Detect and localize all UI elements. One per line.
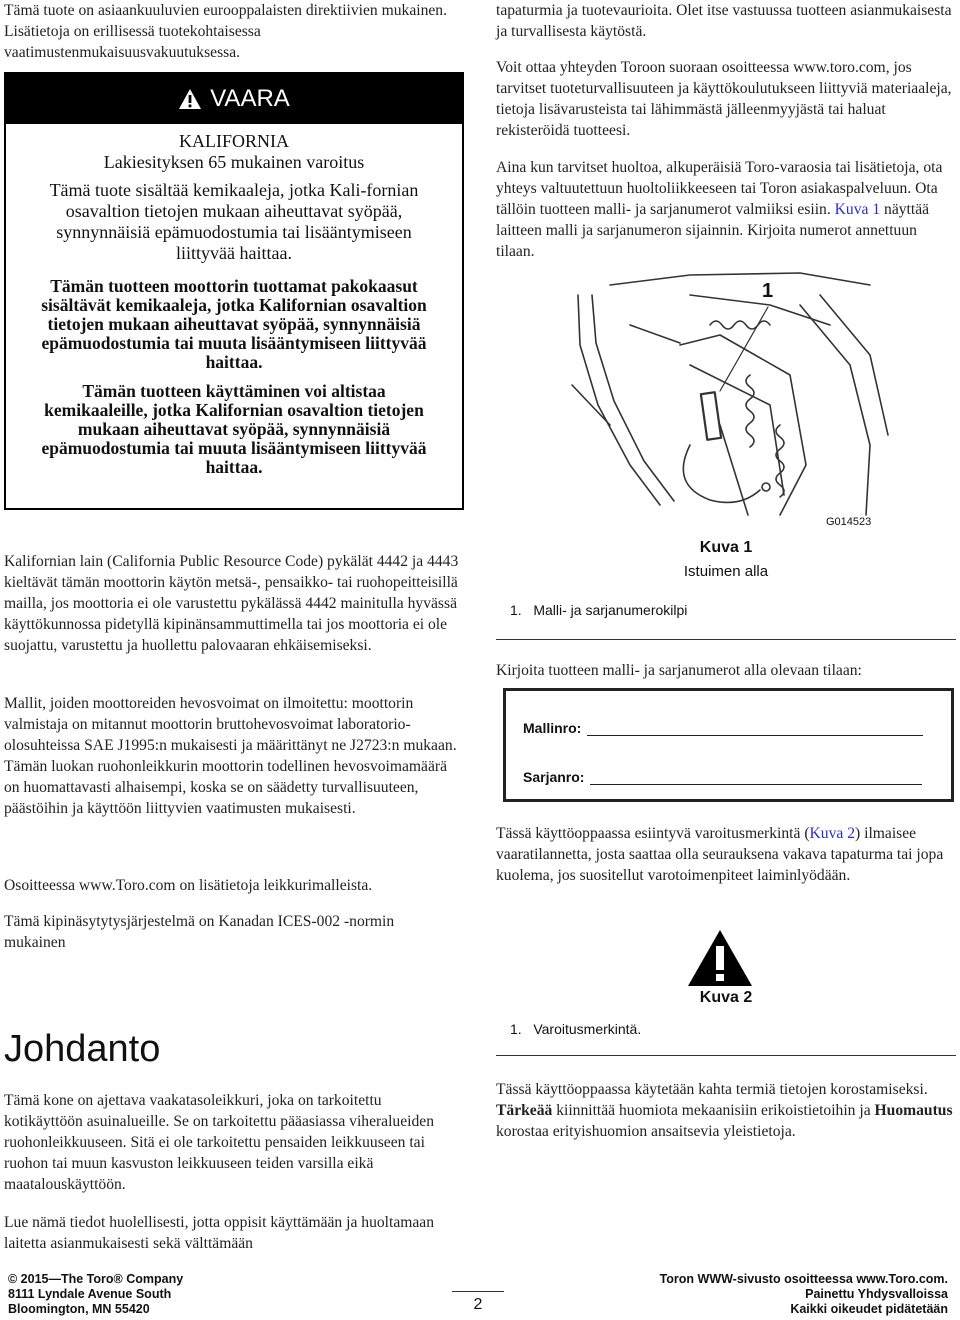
service-text-a: Aina kun tarvitset huoltoa, alkuperäisiä Toro-varaosia tai lisätietoja, ota yhteys valtuutettuun huoltoliikkeeseen tai Toron asiakaspalveluun. Ota tällöin tuotteen malli- ja sarjanumerot valmiiksi esiin. xyxy=(496,159,943,218)
footer-left xyxy=(8,1272,183,1317)
figure-1-title: Kuva 1 xyxy=(699,539,753,556)
term-important: Tärkeää xyxy=(496,1102,553,1119)
page-number: 2 xyxy=(473,1296,483,1313)
service-paragraph xyxy=(496,157,956,262)
figure-1-link[interactable]: Kuva 1 xyxy=(834,201,881,218)
serial-number-label: Sarjanro: xyxy=(523,769,585,785)
warning-para-1: Tämä tuote sisältää kemikaaleja, jotka Kali-fornian osavaltion tietojen mukaan aiheuttavat syöpää, synnynnäisiä epämuodostumia tai lisääntymiseen liittyvää haittaa. xyxy=(49,180,419,263)
figure-1-code: G014523 xyxy=(826,516,872,528)
seat-underside-illustration xyxy=(570,265,890,530)
warning-region: KALIFORNIA xyxy=(179,131,289,151)
serial-number-field[interactable] xyxy=(523,769,922,785)
warning-symbol-icon xyxy=(686,928,754,988)
responsibility-paragraph: tapaturmia ja tuotevaurioita. Olet itse vastuussa tuotteen asianmukaisesta ja turvallisesta käytöstä. xyxy=(496,2,952,40)
footer-right xyxy=(560,1272,948,1317)
page-number-rule xyxy=(452,1291,504,1292)
serial-number-box xyxy=(503,688,954,802)
intro-paragraph: Tämä kone on ajettava vaakatasoleikkuri, joka on tarkoitettu kotikäyttöön asuinalueille. Se on tarkoitettu pääasiassa viheralueiden ruohonleikkuuseen. Sitä ei ole tarkoitettu pensaiden leikkuuseen tai ruohon tai muun kasvuston leikkuuseen teiden varsilla eikä maatalouskäyttöön. xyxy=(4,1092,435,1193)
service-text-b: näyttää laitteen malli ja sarjanumeron sijainnin. Kirjoita numerot annettuun tilaan. xyxy=(496,201,930,260)
footer-copyright: © 2015—The Toro® Company xyxy=(8,1272,184,1286)
terms-paragraph xyxy=(496,1079,956,1142)
model-number-field[interactable] xyxy=(523,720,923,736)
terms-text-c: kiinnittää huomiota mekaanisiin erikoistietoihin ja xyxy=(552,1102,875,1119)
figure-2-link[interactable]: Kuva 2 xyxy=(809,825,856,842)
terms-text-d: korostaa erityishuomion ansaitsevia yleistietoja. xyxy=(496,1123,796,1140)
warning-title: VAARA xyxy=(210,85,290,112)
warning-symbol-text-b: ) ilmaisee vaaratilannetta, josta saattaa olla seurauksena vakava tapaturma tai jopa kuolema, jos suositellut varotoimenpiteet laiminlyödään. xyxy=(496,825,944,884)
models-info-paragraph: Osoitteessa www.Toro.com on lisätietoja leikkurimalleista. xyxy=(4,877,373,894)
footer-address-2: Bloomington, MN 55420 xyxy=(8,1302,150,1316)
read-carefully-paragraph: Lue nämä tiedot huolellisesti, jotta oppisit käyttämään ja huoltamaan laitetta asianmukaisesti sekä välttämään xyxy=(4,1214,435,1252)
terms-text-a: Tässä käyttöoppaassa käytetään kahta termiä tietojen korostamiseksi. xyxy=(496,1081,928,1098)
section-heading: Johdanto xyxy=(4,1028,161,1070)
term-note: Huomautus xyxy=(874,1102,953,1119)
divider-line xyxy=(496,639,956,640)
figure-2-legend: 1. Varoitusmerkintä. xyxy=(510,1021,642,1037)
write-numbers-prompt: Kirjoita tuotteen malli- ja sarjanumerot alla olevaan tilaan: xyxy=(496,662,862,679)
footer-address-1: 8111 Lyndale Avenue South xyxy=(8,1287,172,1301)
divider-line-2 xyxy=(496,1055,956,1056)
fire-law-paragraph: Kalifornian lain (California Public Resource Code) pykälät 4442 ja 4443 kieltävät tämän moottorin käytön metsä-, pensaikko- tai ruohopeitteisillä mailla, jos moottoria ei ole varustettu pykälässä 4442 mainitulla hyvässä käyttökunnossa pidetyllä kipinänsammuttimella tai jos moottoria ei ole suojattu, varustettu ja huollettu palovaaran ehkäisemiseksi. xyxy=(4,553,459,654)
model-number-label: Mallinro: xyxy=(523,720,582,736)
contact-paragraph xyxy=(496,57,956,141)
warning-triangle-icon xyxy=(178,88,202,110)
ices-paragraph: Tämä kipinäsytytysjärjestelmä on Kanadan ICES-002 -normin mukainen xyxy=(4,913,395,951)
warning-para-2: Tämän tuotteen moottorin tuottamat pakokaasut sisältävät kemikaaleja, jotka Kalifornian osavaltion tietojen mukaan aiheuttavat syöpää, synnynnäisiä epämuodostumia tai muuta lisääntymiseen liittyvää haittaa. xyxy=(41,276,427,372)
horsepower-paragraph: Mallit, joiden moottoreiden hevosvoimat on ilmoitettu: moottorin valmistaja on mitannut moottorin bruttohevosvoimat laboratorio-olosuhteissa SAE J1995:n mukaisesti ja määrittänyt ne J2723:n mukaan. Tämän luokan ruohonleikkurin moottorin todellinen hevosvoimamäärä on huomattavasti alhaisempi, koska se on säädetty turvallisuuteen, päästöihin ja käyttöön liittyvien vaatimusten mukaisesti. xyxy=(4,695,457,817)
footer-printed: Painettu Yhdysvalloissa xyxy=(805,1287,948,1301)
intro-text: Tämä tuote on asiaankuuluvien eurooppalaisten direktiivien mukainen. Lisätietoja on erillisessä tuotekohtaisessa vaatimustenmukaisuusvakuutuksessa. xyxy=(4,2,447,61)
figure-1-callout: 1 xyxy=(762,280,774,302)
warning-symbol-text-a: Tässä käyttöoppaassa esiintyvä varoitusmerkintä ( xyxy=(496,825,810,842)
contact-text: Voit ottaa yhteyden Toroon suoraan osoitteessa www.toro.com, jos tarvitset tuoteturvallisuuteen ja käyttökoulutukseen liittyviä materiaaleja, tietoja lisävarusteista tai lähimmästä jälleenmyyjästä tai haluat rekisteröidä tuotteesi. xyxy=(496,59,952,139)
warning-header xyxy=(6,74,462,124)
footer-website: Toron WWW-sivusto osoitteessa www.Toro.com. xyxy=(659,1272,948,1286)
warning-symbol-paragraph xyxy=(496,823,956,886)
warning-subtitle: Lakiesityksen 65 mukainen varoitus xyxy=(103,152,365,172)
warning-box xyxy=(4,72,464,510)
footer-rights: Kaikki oikeudet pidätetään xyxy=(790,1302,948,1316)
figure-2-title: Kuva 2 xyxy=(699,989,753,1006)
warning-para-3: Tämän tuotteen käyttäminen voi altistaa kemikaaleille, jotka Kalifornian osavaltion tietojen mukaan aiheuttavat syöpää, synnynnäisiä epämuodostumia tai muuta lisääntymiseen liittyvää haittaa. xyxy=(41,381,427,477)
figure-1-caption: Istuimen alla xyxy=(683,563,769,580)
figure-1-legend: 1. Malli- ja sarjanumerokilpi xyxy=(510,602,688,618)
